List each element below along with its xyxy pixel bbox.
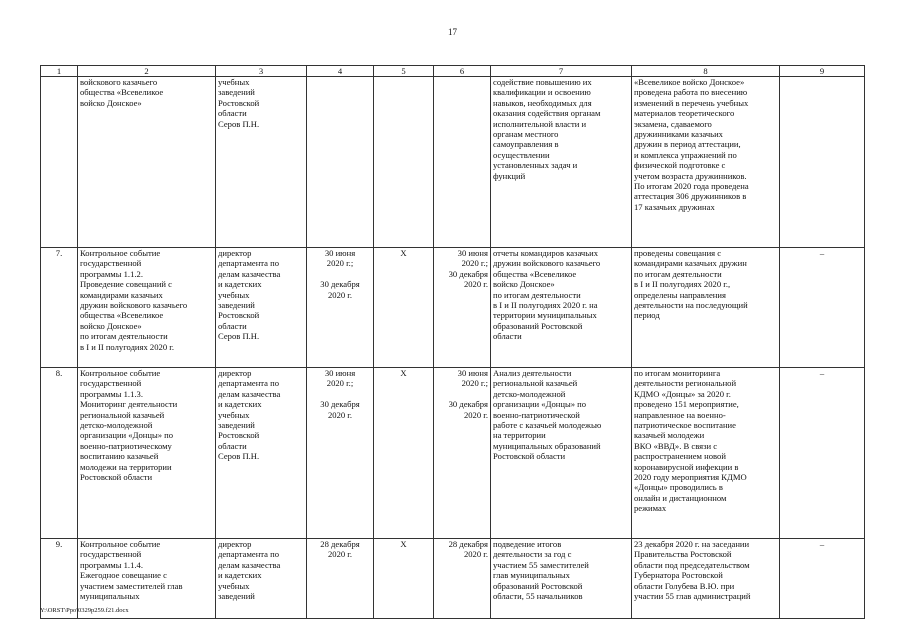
text-line: директор xyxy=(218,368,252,378)
text-line: Губернатора Ростовской xyxy=(634,570,723,581)
text-line: 2020 году мероприятия КДМО xyxy=(634,472,747,483)
text-line: 23 декабря 2020 г. на заседании xyxy=(634,539,750,549)
text-line: определены направления xyxy=(634,289,726,300)
text-line: в I и II полугодиях 2020 г. на xyxy=(493,300,598,311)
text-line: казачьей молодежи xyxy=(634,430,705,441)
expected-result-cell xyxy=(491,77,632,248)
text-line: 30 июня xyxy=(457,248,488,258)
text-line: делам казачества xyxy=(218,268,281,279)
text-line: военно-патриотической xyxy=(493,409,580,420)
actual-date-cell xyxy=(434,539,491,619)
text-line: материалов теоретического xyxy=(634,108,735,119)
text-line: ВКО «ВВД». В связи с xyxy=(634,440,718,451)
text-line: дружин в период аттестации, xyxy=(634,139,741,150)
table-row xyxy=(41,368,865,539)
text-line: общества «Всевеликое xyxy=(80,87,164,98)
text-line: войско Донское» xyxy=(80,97,142,108)
text-line: области под председательством xyxy=(634,559,750,570)
text-line: Ростовской области xyxy=(80,472,153,483)
text-line: в I и II полугодиях 2020 г. xyxy=(80,341,174,352)
text-line: изменений в перечень учебных xyxy=(634,97,749,108)
actual-result-cell xyxy=(632,368,780,539)
text-line: 30 декабря xyxy=(448,399,488,410)
text-line: программы 1.1.2. xyxy=(80,268,143,279)
text-line: государственной xyxy=(80,258,142,269)
text-line: 2020 г. xyxy=(463,409,488,420)
note-cell: – xyxy=(780,368,865,539)
text-line: Ростовской xyxy=(218,430,260,441)
text-line: Правительства Ростовской xyxy=(634,549,732,560)
row-number: 8. xyxy=(41,368,78,539)
text-line: учебных xyxy=(218,77,250,87)
text-line: Ростовской xyxy=(218,310,260,321)
text-line: области xyxy=(218,440,247,451)
text-line: в I и II полугодиях 2020 г., xyxy=(634,279,731,290)
text-line: режимах xyxy=(634,503,667,514)
text-line: отчеты командиров казачьих xyxy=(493,248,599,258)
text-line: КДМО «Донцы» за 2020 г. xyxy=(634,388,731,399)
planned-date-cell xyxy=(307,77,374,248)
header-cell: 6 xyxy=(434,66,491,77)
text-line: По итогам 2020 года проведена xyxy=(634,181,749,192)
table-row xyxy=(41,539,865,619)
text-line: 2020 г. xyxy=(327,289,353,300)
text-line: Серов П.Н. xyxy=(218,118,260,129)
text-line: области xyxy=(218,108,247,119)
text-line: распространением новой xyxy=(634,451,726,462)
text-line: учебных xyxy=(218,409,250,420)
text-line: участием заместителей глав xyxy=(80,580,183,591)
text-line: области xyxy=(218,320,247,331)
responsible-cell xyxy=(216,539,307,619)
text-line: физической подготовке с xyxy=(634,160,726,171)
table-row xyxy=(41,248,865,368)
text-line: Проведение совещаний с xyxy=(80,279,172,290)
header-cell: 8 xyxy=(632,66,780,77)
text-line: на территории xyxy=(493,430,546,441)
text-line: Серов П.Н. xyxy=(218,331,260,342)
note-cell xyxy=(780,77,865,248)
text-line: дружинниками казачьих xyxy=(634,129,723,140)
text-line: 2020 г.; xyxy=(326,378,354,389)
text-line: организации «Донцы» по xyxy=(493,399,587,410)
text-line: 2020 г. xyxy=(463,549,488,560)
text-line: войскового казачьего xyxy=(80,77,158,87)
line-gap xyxy=(309,269,371,279)
actual-result-cell xyxy=(632,77,780,248)
planned-date-cell xyxy=(307,368,374,539)
text-line: области xyxy=(493,331,522,342)
text-line: Анализ деятельности xyxy=(493,368,572,378)
text-line: 30 декабря xyxy=(320,399,360,410)
text-line: заведений xyxy=(218,591,255,602)
text-line: по итогам деятельности xyxy=(493,289,581,300)
text-line: директор xyxy=(218,539,252,549)
text-line: 17 казачьих дружинах xyxy=(634,201,715,212)
text-line: онлайн и дистанционном xyxy=(634,492,727,503)
text-line: учетом возраста дружинников. xyxy=(634,170,747,181)
text-line: муниципальных образований xyxy=(493,440,601,451)
text-line: по итогам деятельности xyxy=(634,268,722,279)
row-number: 9. xyxy=(41,539,78,619)
planned-date-cell xyxy=(307,248,374,368)
text-line: войско Донское» xyxy=(493,279,555,290)
text-line: аттестация 306 дружинников в xyxy=(634,191,747,202)
text-line: заведений xyxy=(218,87,255,98)
text-line: направленное на военно- xyxy=(634,409,726,420)
text-line: 30 декабря xyxy=(448,268,488,279)
text-line: и комплекса упражнений по xyxy=(634,149,737,160)
text-line: делам казачества xyxy=(218,388,281,399)
x-mark-cell xyxy=(374,77,434,248)
text-line: заведений xyxy=(218,300,255,311)
text-line: функций xyxy=(493,170,526,181)
row-number: 7. xyxy=(41,248,78,368)
text-line: общества «Всевеликое xyxy=(493,268,577,279)
control-event-cell xyxy=(78,368,216,539)
text-line: деятельности за год с xyxy=(493,549,572,560)
x-mark-cell: Х xyxy=(374,539,434,619)
text-line: глав муниципальных xyxy=(493,570,570,581)
text-line: государственной xyxy=(80,549,142,560)
page-number: 17 xyxy=(448,27,457,37)
text-line: содействие повышению их xyxy=(493,77,592,87)
text-line: работе с казачьей молодежью xyxy=(493,420,602,431)
expected-result-cell xyxy=(491,248,632,368)
responsible-cell xyxy=(216,248,307,368)
text-line: учебных xyxy=(218,289,250,300)
text-line: муниципальных xyxy=(80,591,140,602)
text-line: военно-патриотическому xyxy=(80,440,172,451)
control-event-cell xyxy=(78,248,216,368)
text-line: 2020 г.; xyxy=(326,258,354,269)
text-line: проведена работа по внесению xyxy=(634,87,748,98)
text-line: заведений xyxy=(218,420,255,431)
text-line: Ежегодное совещание с xyxy=(80,570,167,581)
text-line: Ростовской xyxy=(218,97,260,108)
text-line: и кадетских xyxy=(218,279,262,290)
text-line: патриотическое воспитание xyxy=(634,420,736,431)
text-line: департамента по xyxy=(218,378,280,389)
text-line: подведение итогов xyxy=(493,539,562,549)
text-line: командирами казачьих xyxy=(80,289,163,300)
text-line: региональной казачьей xyxy=(493,378,578,389)
actual-result-cell xyxy=(632,539,780,619)
text-line: организации «Донцы» по xyxy=(80,430,174,441)
text-line: оказания содействия органам xyxy=(493,108,601,119)
planned-date-cell xyxy=(307,539,374,619)
text-line: области Голубева В.Ю. при xyxy=(634,580,735,591)
text-line: департамента по xyxy=(218,549,280,560)
x-mark-cell: Х xyxy=(374,368,434,539)
report-table xyxy=(40,65,865,619)
text-line: 28 декабря xyxy=(448,539,488,549)
header-cell: 3 xyxy=(216,66,307,77)
text-line: 30 июня xyxy=(324,368,356,378)
actual-date-cell xyxy=(434,368,491,539)
text-line: 2020 г.; xyxy=(461,378,488,389)
text-line: 2020 г.; xyxy=(461,258,488,269)
text-line: Серов П.Н. xyxy=(218,451,260,462)
actual-date-cell xyxy=(434,248,491,368)
text-line: 30 июня xyxy=(324,248,356,258)
text-line: молодежи на территории xyxy=(80,461,172,472)
header-row xyxy=(41,66,865,77)
text-line: воспитанию казачьей xyxy=(80,451,159,462)
x-mark-cell: Х xyxy=(374,248,434,368)
header-cell: 7 xyxy=(491,66,632,77)
text-line: 2020 г. xyxy=(327,549,353,560)
text-line: 2020 г. xyxy=(463,279,488,290)
text-line: и кадетских xyxy=(218,399,262,410)
text-line: детско-молодежной xyxy=(493,388,566,399)
text-line: 28 декабря xyxy=(320,539,360,549)
expected-result-cell xyxy=(491,368,632,539)
text-line: программы 1.1.3. xyxy=(80,388,143,399)
text-line: детско-молодежной xyxy=(80,420,153,431)
text-line: государственной xyxy=(80,378,142,389)
text-line: по итогам мониторинга xyxy=(634,368,721,378)
actual-date-cell xyxy=(434,77,491,248)
header-cell: 5 xyxy=(374,66,434,77)
text-line: участием 55 заместителей xyxy=(493,559,589,570)
line-gap xyxy=(436,389,488,399)
text-line: программы 1.1.4. xyxy=(80,559,143,570)
text-line: органам местного xyxy=(493,129,559,140)
text-line: дружин войскового казачьего xyxy=(493,258,601,269)
table-row xyxy=(41,77,865,248)
text-line: Контрольное событие xyxy=(80,539,161,549)
text-line: проведены совещания с xyxy=(634,248,722,258)
expected-result-cell xyxy=(491,539,632,619)
text-line: Ростовской области xyxy=(493,451,566,462)
note-cell: – xyxy=(780,248,865,368)
text-line: экзамена, сдаваемого xyxy=(634,118,712,129)
header-cell: 9 xyxy=(780,66,865,77)
text-line: командирами казачьих дружин xyxy=(634,258,747,269)
text-line: самоуправления в xyxy=(493,139,559,150)
text-line: «Всевеликое войско Донское» xyxy=(634,77,745,87)
text-line: образований Ростовской xyxy=(493,580,583,591)
text-line: 2020 г. xyxy=(327,409,353,420)
text-line: коронавирусной инфекции в xyxy=(634,461,739,472)
text-line: «Донцы» проводились в xyxy=(634,482,723,493)
text-line: по итогам деятельности xyxy=(80,331,168,342)
text-line: делам казачества xyxy=(218,559,281,570)
actual-result-cell xyxy=(632,248,780,368)
responsible-cell xyxy=(216,368,307,539)
header-cell: 1 xyxy=(41,66,78,77)
text-line: исполнительной власти и xyxy=(493,118,587,129)
text-line: 30 июня xyxy=(457,368,488,378)
header-cell: 2 xyxy=(78,66,216,77)
text-line: деятельности на последующий xyxy=(634,300,748,311)
text-line: 30 декабря xyxy=(320,279,360,290)
text-line: осуществлении xyxy=(493,149,550,160)
text-line: региональной казачьей xyxy=(80,409,165,420)
text-line: участии 55 глав администраций xyxy=(634,591,751,602)
text-line: квалификации и освоению xyxy=(493,87,591,98)
text-line: области, 55 начальников xyxy=(493,591,583,602)
text-line: и кадетских xyxy=(218,570,262,581)
text-line: общества «Всевеликое xyxy=(80,310,164,321)
text-line: Мониторинг деятельности xyxy=(80,399,178,410)
text-line: проведено 151 мероприятие, xyxy=(634,399,739,410)
text-line: деятельности региональной xyxy=(634,378,737,389)
text-line: Контрольное событие xyxy=(80,368,161,378)
text-line: территории муниципальных xyxy=(493,310,597,321)
text-line: образований Ростовской xyxy=(493,320,583,331)
text-line: период xyxy=(634,310,660,321)
text-line: дружин войскового казачьего xyxy=(80,300,188,311)
text-line: навыков, необходимых для xyxy=(493,97,592,108)
note-cell: – xyxy=(780,539,865,619)
text-line: Контрольное событие xyxy=(80,248,161,258)
text-line: директор xyxy=(218,248,252,258)
control-event-cell xyxy=(78,77,216,248)
responsible-cell xyxy=(216,77,307,248)
header-cell: 4 xyxy=(307,66,374,77)
file-path-footer: Y:\ORST\Ppo\0329p259.f21.docx xyxy=(40,607,129,614)
text-line: учебных xyxy=(218,580,250,591)
text-line: департамента по xyxy=(218,258,280,269)
line-gap xyxy=(309,389,371,399)
row-number xyxy=(41,77,78,248)
text-line: войско Донское» xyxy=(80,320,142,331)
text-line: установленных задач и xyxy=(493,160,578,171)
